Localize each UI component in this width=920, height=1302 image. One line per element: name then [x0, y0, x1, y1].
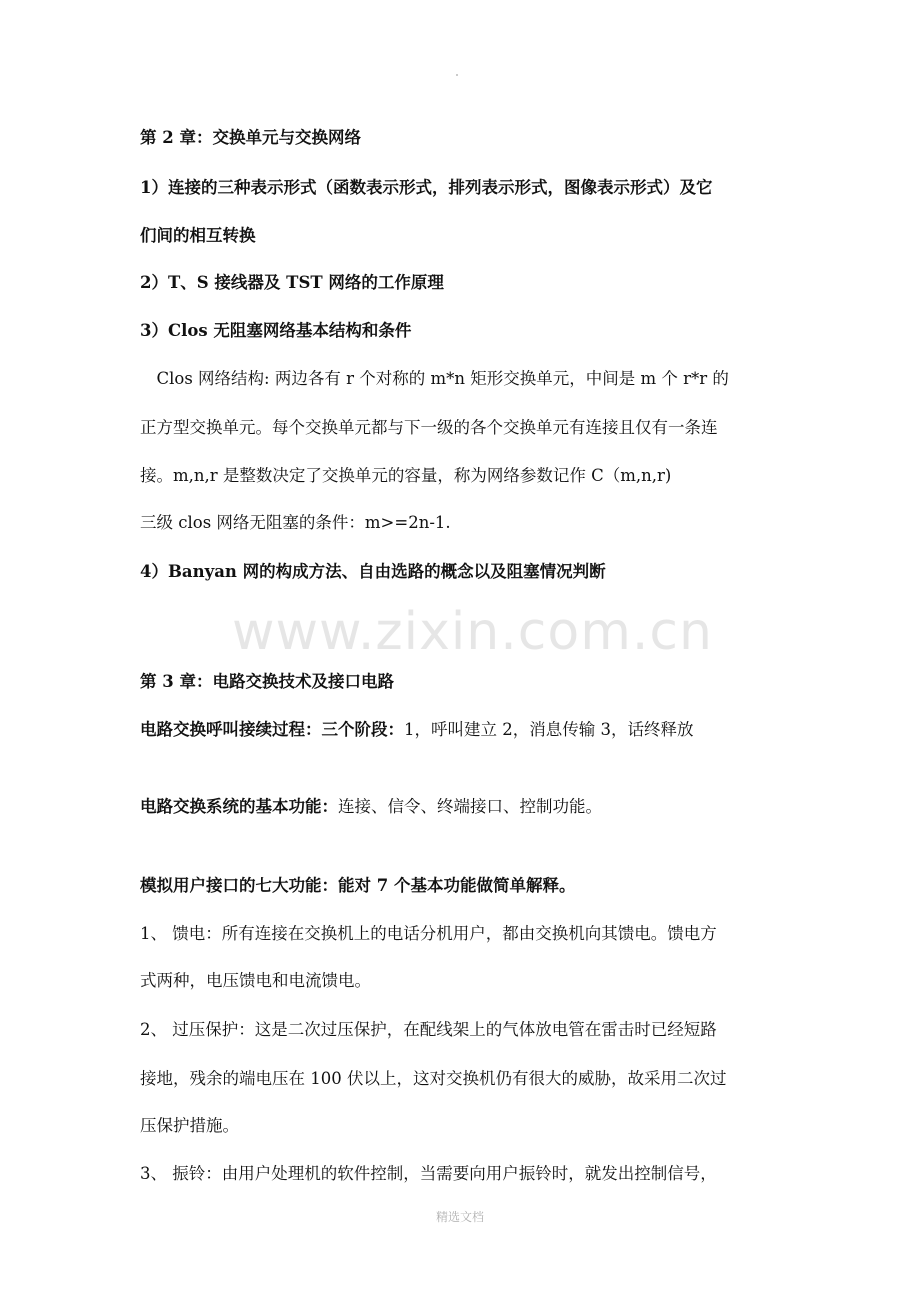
watermark: www.zixin.com.cn [232, 602, 713, 662]
page-footer: 精选文档 [435, 1210, 484, 1224]
analog-interface-heading: 模拟用户接口的七大功能：能对 7 个基本功能做简单解释。 [140, 876, 576, 895]
function-2-line-3: 压保护措施。 [140, 1116, 239, 1135]
circuit-basic-functions [140, 795, 780, 819]
clos-paragraph-line-2: 正方型交换单元。每个交换单元都与下一级的各个交换单元有连接且仅有一条连 [140, 418, 718, 437]
clos-paragraph-line-3: 接。m,n,r 是整数决定了交换单元的容量，称为网络参数记作 C（m,n,r) [140, 466, 672, 485]
chapter-2-heading: 第 2 章：交换单元与交换网络 [140, 128, 361, 147]
circuit-basic-functions-label: 电路交换系统的基本功能： [140, 797, 338, 816]
circuit-call-process-label: 电路交换呼叫接续过程：三个阶段： [140, 720, 404, 739]
item-3: 3）Clos 无阻塞网络基本结构和条件 [140, 321, 412, 340]
function-3-line-1: 3、 振铃：由用户处理机的软件控制，当需要向用户振铃时，就发出控制信号， [140, 1164, 717, 1183]
function-1-line-2: 式两种，电压馈电和电流馈电。 [140, 971, 371, 990]
item-1-line-2: 们间的相互转换 [140, 226, 256, 245]
clos-condition: 三级 clos 网络无阻塞的条件：m>=2n-1. [140, 513, 451, 532]
chapter-3-heading: 第 3 章：电路交换技术及接口电路 [140, 672, 394, 691]
circuit-call-process [140, 718, 780, 742]
circuit-call-process-text: 1，呼叫建立 2，消息传输 3，话终释放 [404, 720, 694, 739]
item-1-line-1: 1）连接的三种表示形式（函数表示形式，排列表示形式，图像表示形式）及它 [140, 178, 713, 197]
function-2-line-2: 接地，残余的端电压在 100 伏以上，这对交换机仍有很大的威胁，故采用二次过 [140, 1069, 727, 1088]
circuit-basic-functions-text: 连接、信令、终端接口、控制功能。 [338, 797, 602, 816]
item-2: 2）T、S 接线器及 TST 网络的工作原理 [140, 273, 444, 292]
header-dot [456, 74, 458, 76]
function-1-line-1: 1、 馈电：所有连接在交换机上的电话分机用户，都由交换机向其馈电。馈电方 [140, 924, 717, 943]
clos-paragraph-line-1: Clos 网络结构: 两边各有 r 个对称的 m*n 矩形交换单元，中间是 m 个 r*r 的 [140, 369, 729, 388]
item-4: 4）Banyan 网的构成方法、自由选路的概念以及阻塞情况判断 [140, 562, 606, 581]
function-2-line-1: 2、 过压保护：这是二次过压保护，在配线架上的气体放电管在雷击时已经短路 [140, 1020, 717, 1039]
